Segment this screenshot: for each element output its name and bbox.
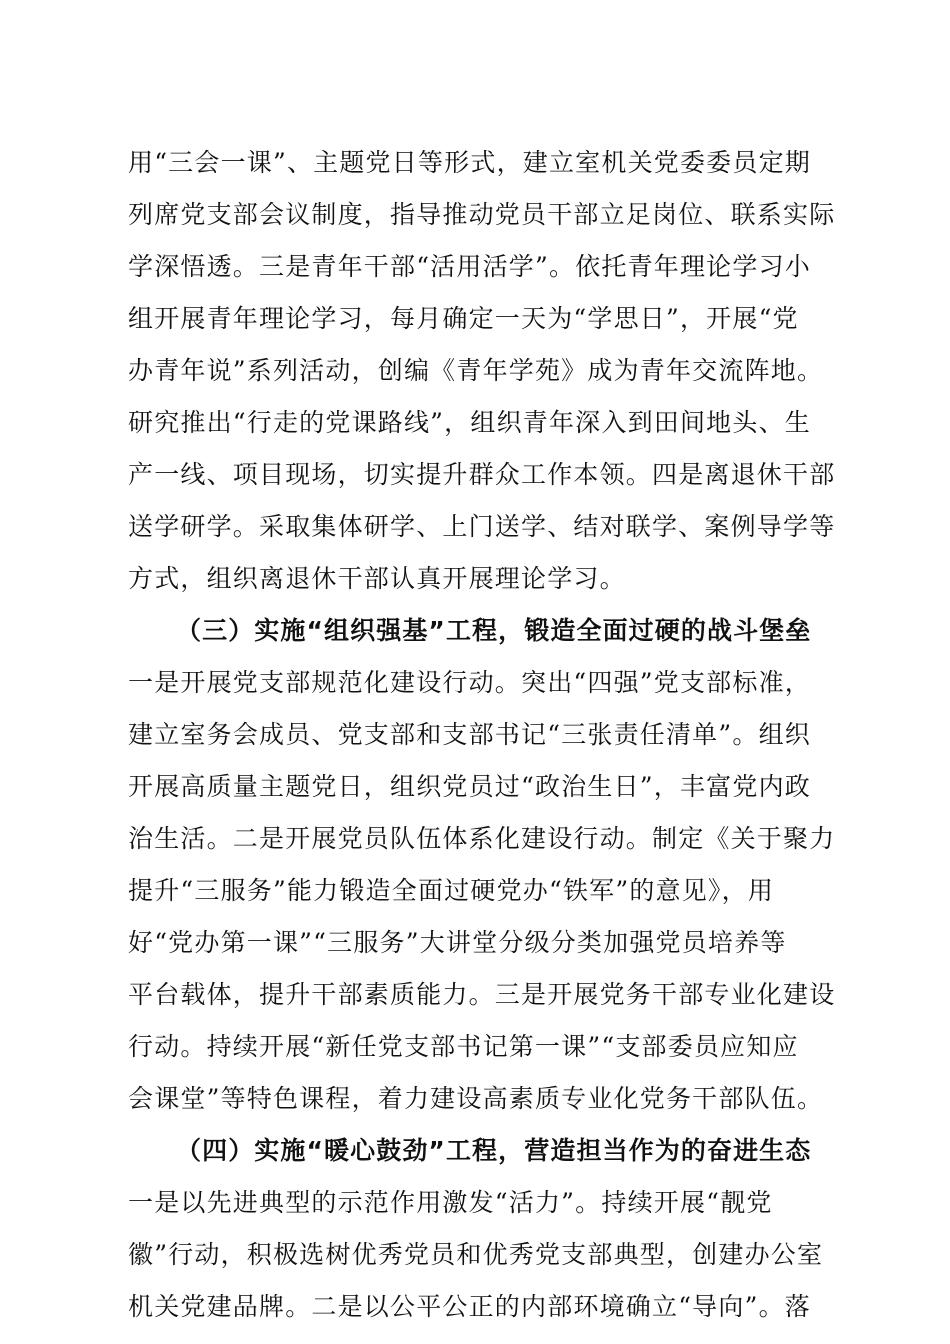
body-line: 列席党支部会议制度，指导推动党员干部立足岗位、联系实际 — [128, 200, 836, 229]
body-line: 送学研学。采取集体研学、上门送学、结对联学、案例导学等 — [128, 512, 836, 541]
body-line: 机关党建品牌。二是以公平公正的内部环境确立“导向”。落 — [128, 1292, 811, 1321]
body-line: 方式，组织离退休干部认真开展理论学习。 — [128, 564, 626, 593]
body-line: 组开展青年理论学习，每月确定一天为“学思日”，开展“党 — [128, 304, 799, 333]
body-line: 一是以先进典型的示范作用激发“活力”。持续开展“靓党 — [128, 1188, 773, 1217]
body-line: 行动。持续开展“新任党支部书记第一课”“支部委员应知应 — [128, 1032, 799, 1061]
body-line: 办青年说”系列活动，创编《青年学苑》成为青年交流阵地。 — [128, 356, 824, 385]
body-line: 研究推出“行走的党课路线”，组织青年深入到田间地头、生 — [128, 408, 811, 437]
body-line: 开展高质量主题党日，组织党员过“政治生日”，丰富党内政 — [128, 772, 811, 801]
body-line: 一是开展党支部规范化建设行动。突出“四强”党支部标准， — [128, 668, 811, 697]
body-line: 产一线、项目现场，切实提升群众工作本领。四是离退休干部 — [128, 460, 836, 489]
body-line: 建立室务会成员、党支部和支部书记“三张责任清单”。组织 — [128, 720, 811, 749]
section-heading-4: （四）实施“暖心鼓劲”工程，营造担当作为的奋进生态 — [176, 1136, 812, 1165]
body-line: 好“党办第一课”“三服务”大讲堂分级分类加强党员培养等 — [128, 928, 787, 957]
body-line: 学深悟透。三是青年干部“活用活学”。依托青年理论学习小 — [128, 252, 811, 281]
body-line: 治生活。二是开展党员队伍体系化建设行动。制定《关于聚力 — [128, 824, 836, 853]
body-line: 会课堂”等特色课程，着力建设高素质专业化党务干部队伍。 — [128, 1084, 824, 1113]
body-line: 徽”行动，积极选树优秀党员和优秀党支部典型，创建办公室 — [128, 1240, 824, 1269]
body-line: 平台载体，提升干部素质能力。三是开展党务干部专业化建设 — [128, 980, 836, 1009]
section-heading-3: （三）实施“组织强基”工程，锻造全面过硬的战斗堡垒 — [176, 616, 812, 645]
body-line: 提升“三服务”能力锻造全面过硬党办“铁军”的意见》，用 — [128, 876, 775, 905]
body-line: 用“三会一课”、主题党日等形式，建立室机关党委委员定期 — [128, 148, 811, 177]
